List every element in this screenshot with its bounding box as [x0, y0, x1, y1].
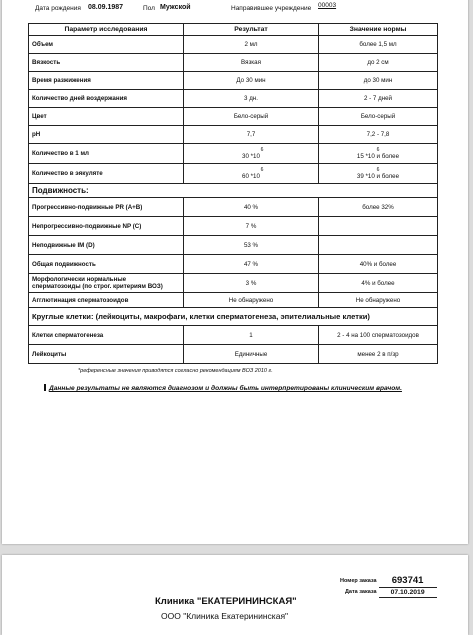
table-row — [29, 274, 438, 293]
order-info — [338, 575, 437, 598]
table-row — [29, 255, 438, 274]
norm-cell: 40% и более — [319, 255, 438, 274]
result-cell: 47 % — [184, 255, 319, 274]
result-cell: Единичные — [184, 345, 319, 364]
result-cell — [184, 144, 319, 164]
param-cell — [29, 274, 184, 293]
disclaimer — [44, 384, 402, 392]
norm-value: 15 *10 и более — [356, 152, 400, 160]
norm-cell: Бело-серый — [319, 108, 438, 126]
table-row — [29, 126, 438, 144]
param-cell: Время разжижения — [29, 72, 184, 90]
motility-title: Подвижность: — [29, 184, 438, 198]
result-cell: 53 % — [184, 236, 319, 255]
disclaimer-bar — [44, 384, 46, 391]
norm-cell: 2 - 4 на 100 сперматозоидов — [319, 326, 438, 345]
norm-cell — [319, 217, 438, 236]
result-cell: 2 мл — [184, 36, 319, 54]
param-cell: Количество дней воздержания — [29, 90, 184, 108]
table-row — [29, 36, 438, 54]
param-cell: Прогрессивно-подвижные PR (A+B) — [29, 198, 184, 217]
norm-cell: до 2 см — [319, 54, 438, 72]
header-norm: Значение нормы — [319, 24, 438, 36]
patient-meta — [2, 0, 468, 17]
result-cell — [184, 164, 319, 184]
param-cell: Непрогрессивно-подвижные NP (C) — [29, 217, 184, 236]
result-cell: 40 % — [184, 198, 319, 217]
sex-label: Пол — [143, 5, 155, 12]
table-row — [29, 108, 438, 126]
round-cells-title: Круглые клетки: (лейкоциты, макрофаги, клетки сперматогенеза, эпителиальные клетки) — [29, 308, 438, 326]
result-cell: 3 дн. — [184, 90, 319, 108]
table-row — [29, 90, 438, 108]
clinic-name: Клиника "ЕКАТЕРИНИНСКАЯ" — [155, 596, 297, 607]
norm-cell: 4% и более — [319, 274, 438, 293]
referral-value: 00003 — [318, 2, 337, 9]
norm-cell: до 30 мин — [319, 72, 438, 90]
norm-value: 39 *10 и более — [356, 172, 400, 180]
table-row — [29, 345, 438, 364]
param-cell: Клетки сперматогенеза — [29, 326, 184, 345]
section-row-motility — [29, 184, 438, 198]
param-cell: Количество в 1 мл — [29, 144, 184, 164]
result-cell: Вязкая — [184, 54, 319, 72]
norm-cell — [319, 236, 438, 255]
clinic-org: ООО "Клиника Екатерининская" — [161, 611, 289, 621]
result-exponent: 6 — [260, 146, 264, 153]
report-page-1 — [2, 0, 468, 544]
order-date-row — [338, 587, 437, 597]
result-exponent: 6 — [260, 166, 264, 173]
param-cell: Вязкость — [29, 54, 184, 72]
referral-label: Направившее учреждение — [231, 5, 312, 12]
norm-cell: более 32% — [319, 198, 438, 217]
sex-value: Мужской — [160, 4, 191, 11]
table-row — [29, 293, 438, 308]
table-row — [29, 144, 438, 164]
result-cell: Не обнаружено — [184, 293, 319, 308]
param-cell: pH — [29, 126, 184, 144]
norm-exponent: 6 — [376, 146, 380, 153]
norm-exponent: 6 — [376, 166, 380, 173]
result-cell: 7,7 — [184, 126, 319, 144]
order-number-value: 693741 — [379, 575, 437, 587]
header-param: Параметр исследования — [29, 24, 184, 36]
order-date-label: Дата заказа — [345, 589, 377, 595]
section-row-round-cells — [29, 308, 438, 326]
order-number-row — [338, 575, 437, 587]
norm-cell: 2 - 7 дней — [319, 90, 438, 108]
results-table — [28, 23, 438, 364]
header-result: Результат — [184, 24, 319, 36]
result-cell: 1 — [184, 326, 319, 345]
result-cell: До 30 мин — [184, 72, 319, 90]
param-cell: Количество в эякуляте — [29, 164, 184, 184]
param-cell: Общая подвижность — [29, 255, 184, 274]
norm-cell: менее 2 в п/зр — [319, 345, 438, 364]
table-row — [29, 217, 438, 236]
param-cell: Цвет — [29, 108, 184, 126]
birth-value: 08.09.1987 — [88, 4, 124, 11]
morph-line-1: Морфологически нормальные — [32, 276, 127, 283]
birth-label: Дата рождения — [35, 5, 81, 12]
param-cell: Агглютинация сперматозоидов — [29, 293, 184, 308]
norm-cell: более 1,5 мл — [319, 36, 438, 54]
table-row — [29, 54, 438, 72]
table-row — [29, 72, 438, 90]
table-row — [29, 198, 438, 217]
disclaimer-text: Данные результаты не являются диагнозом и должны быть интерпретированы клиническим врачом. — [49, 385, 402, 392]
norm-cell — [319, 144, 438, 164]
param-cell: Лейкоциты — [29, 345, 184, 364]
table-header-row — [29, 24, 438, 36]
param-cell: Неподвижные IM (D) — [29, 236, 184, 255]
param-cell: Объем — [29, 36, 184, 54]
result-value: 60 *10 — [242, 172, 260, 180]
table-row — [29, 164, 438, 184]
result-cell: Бело-серый — [184, 108, 319, 126]
order-date-value: 07.10.2019 — [379, 587, 437, 597]
table-row — [29, 326, 438, 345]
result-value: 30 *10 — [242, 152, 260, 160]
order-number-label: Номер заказа — [340, 578, 377, 584]
result-cell: 7 % — [184, 217, 319, 236]
result-cell: 3 % — [184, 274, 319, 293]
norm-cell: 7,2 - 7,8 — [319, 126, 438, 144]
footnote: *референсные значения приводятся согласно рекомендациям ВОЗ 2010 г. — [78, 368, 273, 374]
morph-line-2: сперматозоиды (по строг. критериям ВОЗ) — [32, 283, 163, 290]
norm-cell: Не обнаружено — [319, 293, 438, 308]
norm-cell — [319, 164, 438, 184]
table-row — [29, 236, 438, 255]
